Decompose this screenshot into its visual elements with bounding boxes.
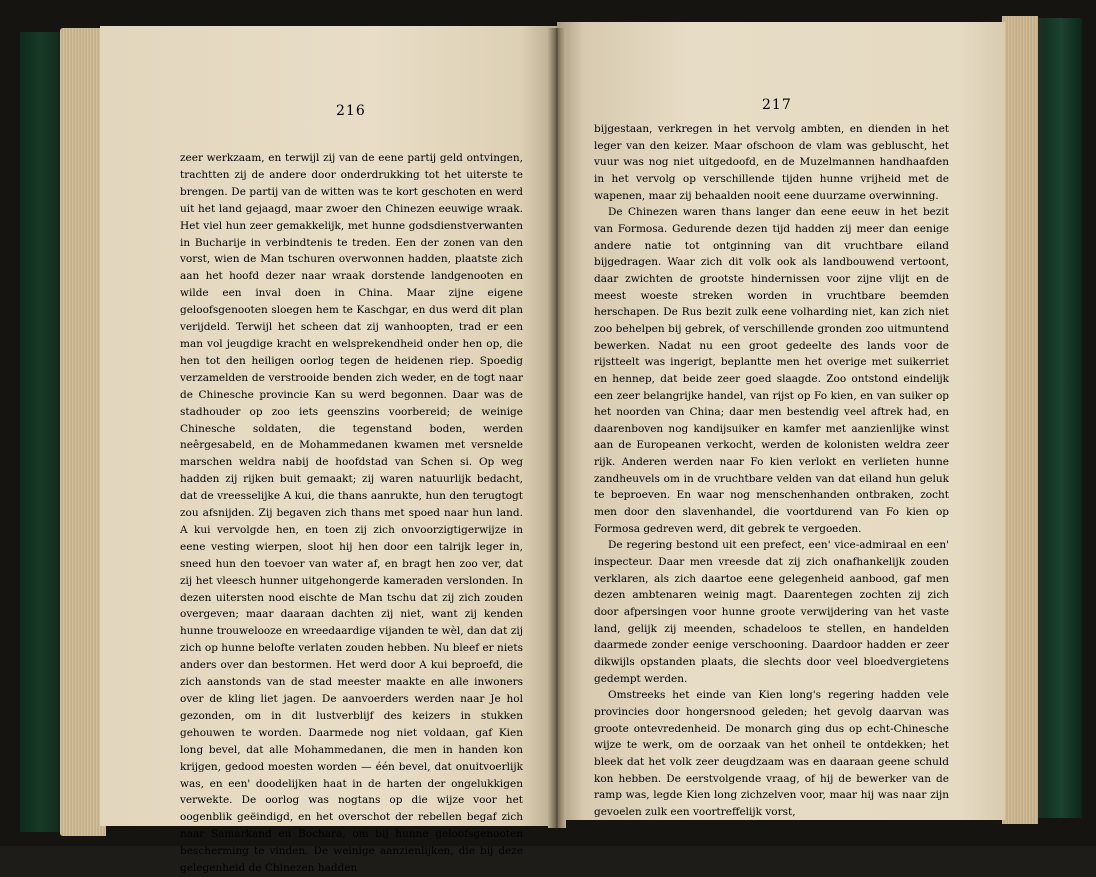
right-page-number: 217: [762, 97, 792, 113]
right-page-body: [594, 121, 949, 821]
right-paragraph-4: Omstreeks het einde van Kien long's regering hadden vele provincies door hongersnood geleden; het gevolg daarvan was groote ontevredenheid. De monarch ging dus op echt-Chinesche wijze te werk, om de oorzaak van het onheil te ontdekken; het bleek dat het volk zeer deugdzaam was en daaraan geene schuld kon hebben. De eerstvolgende vraag, of hij de bewerker van de ramp was, legde Kien long zichzelven voor, maar hij was naar zijn gevoelen zulk een voortreffelijk vorst,: [594, 689, 949, 818]
right-paragraph-3: De regering bestond uit een prefect, een' vice-admiraal en een' inspecteur. Daar men vreesde dat zij zich onafhankelijk zouden verklaren, als zich daartoe eene gelegenheid aanbood, gaf men dezen ambtenaren weinig magt. Daarentegen zochten zij zich door afpersingen voor hunne groote verwijdering van het vaste land, gelijk zij meenden, schadeloos te stellen, en handelden daarmede zonder eenige verschooning. Daardoor hadden er zeer dikwijls opstanden plaats, die slechts door veel bloedvergietens gedempt werden.: [594, 539, 949, 685]
left-page-number: 216: [336, 103, 366, 119]
left-paragraph-1: zeer werkzaam, en terwijl zij van de eene partij geld ontvingen, trachtten zij de andere door onderdrukking tot het uiterste te brengen. De partij van de witten was te kort geschoten en werd uit het land gejaagd, maar zwoer den Chinezen eeuwige wraak. Het viel hun zeer gemakkelijk, met hunne godsdienstverwanten in Bucharije in verbindtenis te treden. Een der zonen van den vorst, wien de Man tschuren overwonnen hadden, plaatste zich aan het hoofd dezer naar wraak dorstende landgenooten en wilde een inval doen in China. Maar zijne eigene geloofsgenooten sloegen hem te Kaschgar, en dus werd dit plan verijdeld. Terwijl het scheen dat zij wanhoopten, trad er een man vol jeugdige kracht en welsprekendheid onder hen op, die hen tot den heiligen oorlog tegen de heidenen riep. Spoedig verzamelden de verstrooide benden zich weder, en de togt naar de Chinesche provincie Kan su werd begonnen. Daar was de stadhouder op zoo iets geenszins voorbereid; de weinige Chinesche soldaten, die tegenstand boden, werden neêrgesabeld, en de Mohammedanen kwamen met versnelde marschen weldra nabij de hoofdstad van Schen si. Op weg hadden zij rijken buit gemaakt; zij waren natuurlijk bedacht, dat de vreesselijke A kui, die thans aanrukte, hun den terugtogt zou afsnijden. Zij begaven zich thans met spoed naar hun land. A kui vervolgde hen, en toen zij zich onvoorzigtigerwijze in eene vesting wierpen, sloot hij hen door een talrijk leger in, sneed hun den toevoer van water af, en bragt hen zoo ver, dat zij het vleesch hunner uitgehongerde kameraden verslonden. In dezen uitersten nood eischte de Man tschu dat zij zich zouden overgeven; maar daaraan dachten zij niet, want zij kenden hunne trouwelooze en wreedaardige vijanden te wèl, dan dat zij zich op hunne belofte verlaten zouden hebben. Nu bleef er niets anders over dan bestormen. Het werd door A kui beproefd, die zich aanstonds van de stad meester maakte en alle inwoners over de kling liet jagen. De aanvoerders werden naar Je hol gezonden, om in dit lustverblijf des keizers in stukken gehouwen te worden. Daarmede nog niet voldaan, gaf Kien long bevel, dat alle Mohammedanen, die men in handen kon krijgen, gedood moesten worden — één bevel, dat onuitvoerlijk was, en een' doodelijken haat in de harten der ongelukkigen verwekte. De oorlog was nogtans op die wijze voor het oogenblik geëindigd, en het overschot der rebellen begaf zich naar Samarkand en Bochara, om bij hunne geloofsgenooten bescherming te vinden. De weinige aanzienlijken, die bij deze gelegenheid de Chinezen hadden: [180, 152, 523, 875]
book-gutter: [548, 28, 566, 828]
right-paragraph-2: De Chinezen waren thans langer dan eene eeuw in het bezit van Formosa. Gedurende dezen tijd hadden zij meer dan eenige andere natie tot ontginning van dit vruchtbare eiland bijgedragen. Waar zich dit volk ook als landbouwend vertoont, daar zwichten de grootste hindernissen voor zijne vlijt en de meest woeste streken worden in vruchtbare beemden herschapen. De Rus bezit zulk eene volharding niet, kan zich niet zoo behelpen bij gebrek, of verschillende gronden zoo uitmuntend bewerken. Nadat nu een groot gedeelte des lands voor de rijstteelt was ingerigt, beplantte men het overige met suikerriet en hennep, dat beide zeer goed slaagde. Zoo ontstond eindelijk een zeer belangrijke handel, van rijst op Fo kien, en van suiker op het noorden van China; daar men bestendig veel aftrek had, en daarenboven nog kandijsuiker en kamfer met aanzienlijke winst aan de Europeanen verkocht, werden de kolonisten weldra zeer rijk. Anderen werden naar Fo kien verlokt en verlieten hunne zandheuvels om in de vruchtbare velden van dat eiland hun geluk te beproeven. En waar nog menschenhanden ontbraken, zocht men door den slavenhandel, die voortdurend van Fo kien op Formosa gedreven werd, dit gebrek te vergoeden.: [594, 206, 949, 535]
right-page-edges: [1002, 16, 1038, 824]
left-page-body: [180, 150, 523, 877]
right-paragraph-1: bijgestaan, verkregen in het vervolg ambten, en dienden in het leger van den keizer. Maar ofschoon de vlam was gebluscht, het vuur was nog niet uitgedoofd, en de Muzelmannen handhaafden in het vervolg op verschillende tijden hunne vrijheid met de wapenen, maar zij behaalden nooit eene duurzame overwinning.: [594, 123, 949, 202]
